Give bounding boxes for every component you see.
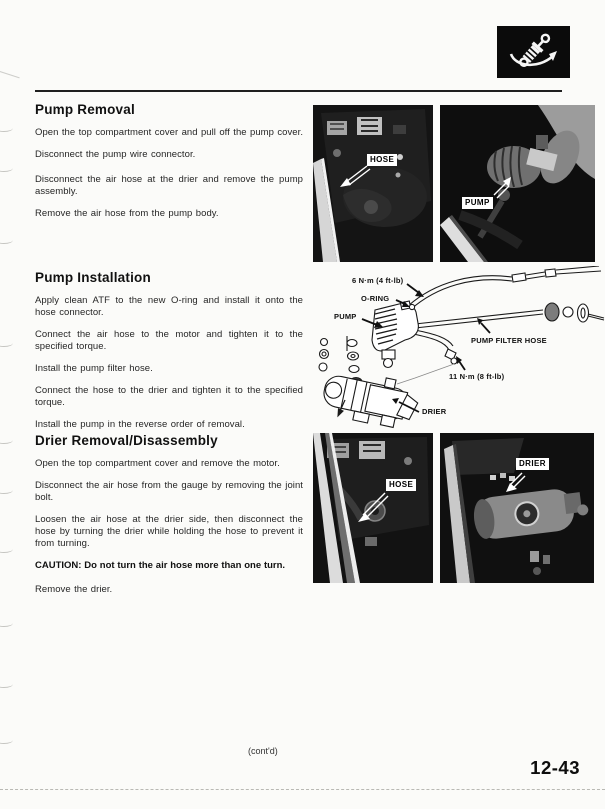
photo-art bbox=[440, 105, 595, 262]
diagram-label-torque-top: 6 N·m (4 ft-lb) bbox=[352, 276, 404, 285]
scan-mark bbox=[0, 545, 13, 553]
scan-mark bbox=[0, 736, 13, 744]
paragraph: Open the top compartment cover and pull off the pump cover. bbox=[35, 127, 304, 138]
photo-callout-label: HOSE bbox=[386, 479, 416, 491]
diagram-label-torque-hose: 11 N·m (8 ft-lb) bbox=[449, 372, 505, 381]
scan-mark bbox=[0, 124, 13, 132]
section-drier-removal bbox=[35, 433, 303, 606]
paragraph: Connect the hose to the drier and tighten it to the specified torque. bbox=[35, 385, 303, 408]
photo-art bbox=[313, 433, 433, 583]
paragraph: Install the pump in the reverse order of removal. bbox=[35, 419, 245, 430]
photo-drier-hose bbox=[313, 433, 433, 583]
scan-mark bbox=[0, 486, 13, 494]
page-bottom-edge bbox=[0, 789, 605, 790]
scan-mark bbox=[0, 619, 13, 627]
photo-drier bbox=[440, 433, 594, 583]
section-pump-installation bbox=[35, 270, 303, 441]
section-pump-removal bbox=[35, 102, 303, 230]
paragraph: Apply clean ATF to the new O-ring and install it onto the hose connector. bbox=[35, 295, 303, 318]
paragraph: Install the pump filter hose. bbox=[35, 363, 153, 374]
chapter-icon-box bbox=[497, 26, 570, 78]
paragraph: Remove the drier. bbox=[35, 584, 113, 595]
scan-mark bbox=[0, 680, 13, 688]
section-title: Pump Removal bbox=[35, 102, 135, 117]
paragraph: Open the top compartment cover and remove the motor. bbox=[35, 458, 280, 469]
paragraph: Disconnect the air hose from the gauge by removing the joint bolt. bbox=[35, 480, 303, 503]
scan-mark bbox=[0, 71, 20, 79]
section-title: Drier Removal/Disassembly bbox=[35, 433, 218, 448]
photo-art bbox=[440, 433, 594, 583]
header-divider bbox=[35, 90, 562, 92]
paragraph: Loosen the air hose at the drier side, then disconnect the hose by turning the drier while holding the hose to prevent it from turning. bbox=[35, 514, 303, 549]
scan-mark bbox=[0, 339, 13, 347]
photo-callout-label: DRIER bbox=[516, 458, 549, 470]
diagram-label-pump: PUMP bbox=[334, 312, 357, 321]
diagram-label-oring: O-RING bbox=[361, 294, 390, 303]
paragraph: Remove the air hose from the pump body. bbox=[35, 208, 219, 219]
diagram-label-filter-hose: PUMP FILTER HOSE bbox=[471, 336, 547, 345]
continued-note: (cont'd) bbox=[248, 746, 278, 756]
photo-art bbox=[313, 105, 433, 262]
caution-note: CAUTION: Do not turn the air hose more than one turn. bbox=[35, 560, 286, 571]
scan-mark bbox=[0, 164, 13, 172]
paragraph: Disconnect the pump wire connector. bbox=[35, 149, 196, 160]
photo-callout-label: PUMP bbox=[462, 197, 493, 209]
photo-pump-hose bbox=[313, 105, 433, 262]
page-number: 12-43 bbox=[530, 757, 580, 778]
diagram-art bbox=[315, 266, 605, 430]
section-title: Pump Installation bbox=[35, 270, 151, 285]
paragraph: Disconnect the air hose at the drier and remove the pump assembly. bbox=[35, 174, 303, 197]
paragraph: Connect the air hose to the motor and tighten it to the specified torque. bbox=[35, 329, 303, 352]
diagram-label-drier: DRIER bbox=[422, 407, 447, 416]
scan-mark bbox=[0, 436, 13, 444]
pump-installation-diagram bbox=[315, 266, 605, 430]
photo-callout-label: HOSE bbox=[367, 154, 397, 166]
shock-absorber-icon bbox=[497, 26, 570, 78]
scan-mark bbox=[0, 236, 13, 244]
photo-pump-assembly bbox=[440, 105, 595, 262]
